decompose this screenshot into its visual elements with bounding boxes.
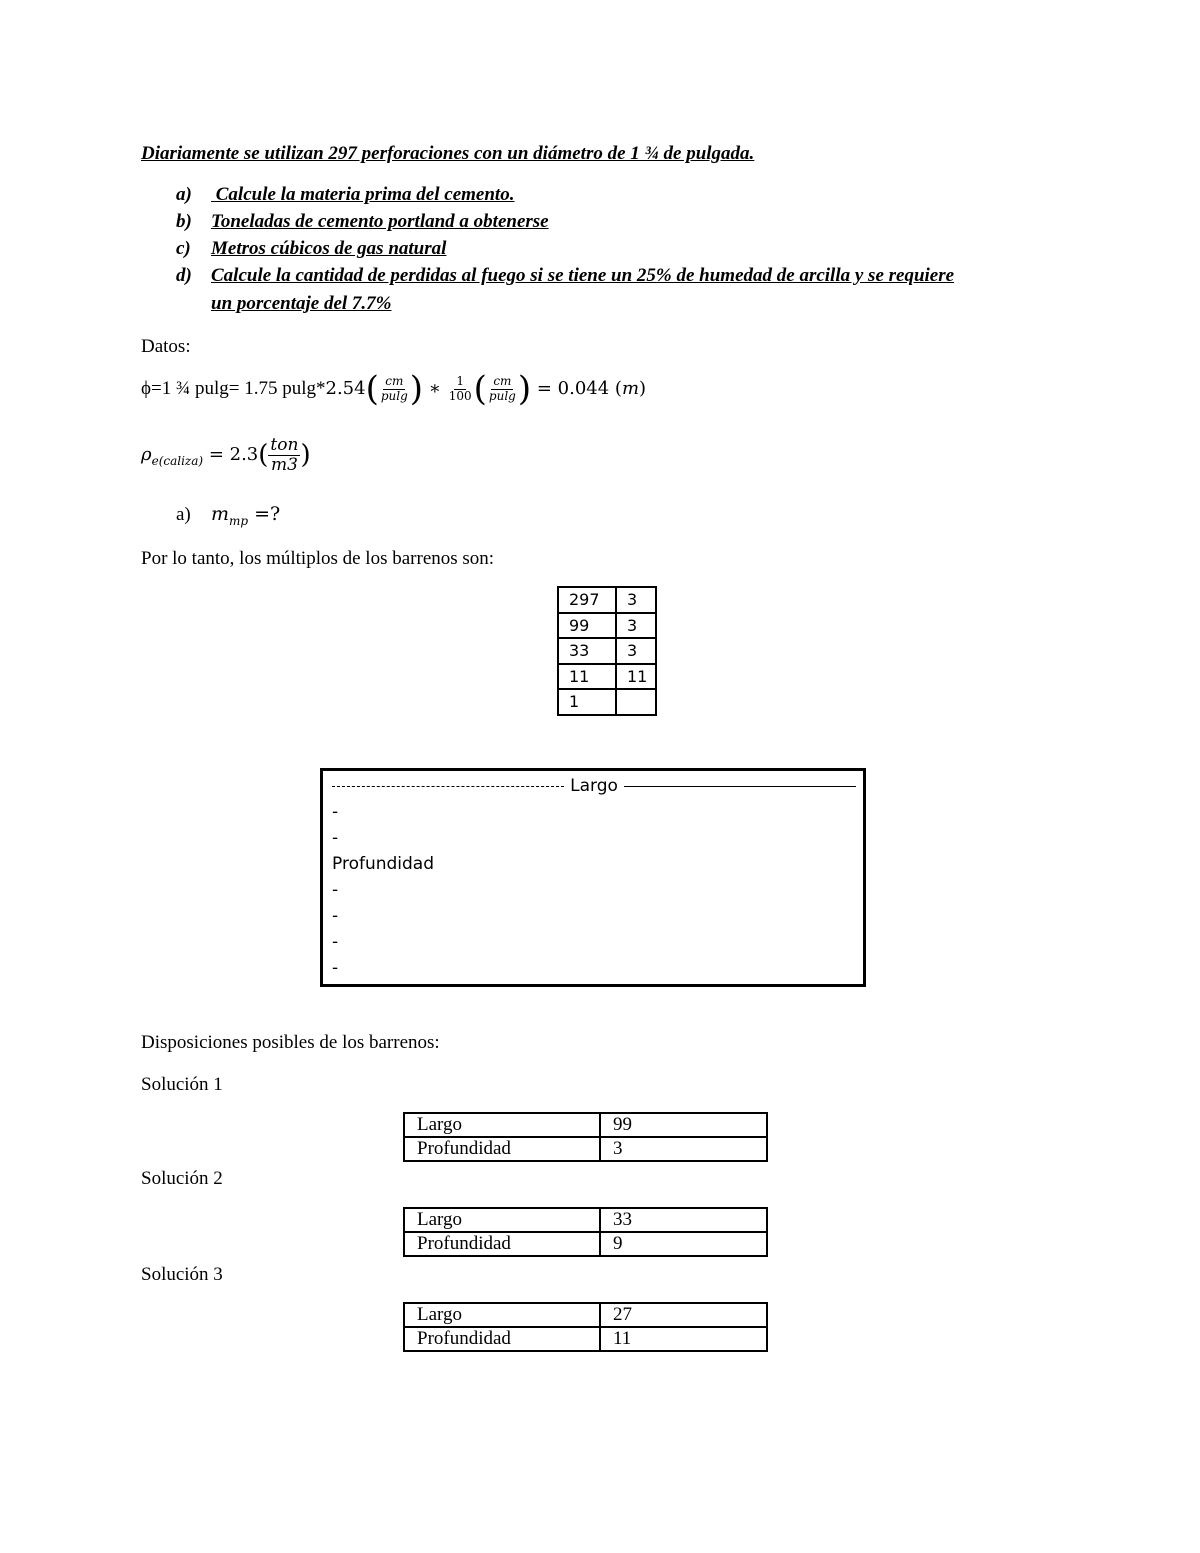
factor2-den: 100: [448, 388, 472, 403]
frac1-num: cm: [385, 374, 404, 389]
solution-2-title: Solución 2: [141, 1168, 223, 1189]
table-cell: Profundidad: [404, 1232, 600, 1256]
table-cell: 1: [558, 689, 616, 715]
divider: [332, 786, 564, 787]
task-label: a): [176, 184, 192, 205]
table-cell: 33: [600, 1208, 767, 1232]
table-row: [558, 638, 656, 664]
density-frac-den: m3: [270, 454, 298, 475]
task-label: b): [176, 211, 192, 232]
table-cell: 99: [600, 1113, 767, 1137]
diameter-result: = 0.044: [536, 378, 610, 399]
layout-top-label: Largo: [570, 776, 618, 796]
density-subscript: e(caliza): [151, 453, 204, 468]
table-cell: Profundidad: [404, 1137, 600, 1161]
task-item-d-continuation: un porcentaje del 7.7%: [211, 293, 392, 314]
density-eq: = 2.3: [208, 444, 259, 466]
solution-3-title: Solución 3: [141, 1264, 223, 1285]
density-equation: $\rho_{e(caliza)} = 2.3$( $\frac{\text{ton}}{m3}$ ): [141, 435, 311, 475]
table-cell: 3: [616, 638, 656, 664]
layout-dash: -: [332, 802, 339, 822]
table-row: [404, 1113, 767, 1137]
table-cell: 33: [558, 638, 616, 664]
factor-table: [557, 586, 657, 716]
layout-dash: -: [332, 958, 339, 978]
solution-1-table: [403, 1112, 768, 1162]
layout-dash: -: [332, 906, 339, 926]
density-frac-num: ton: [270, 435, 299, 455]
part-a-label: a): [176, 504, 191, 525]
table-cell: 11: [600, 1327, 767, 1351]
layout-side-label: Profundidad: [332, 854, 435, 874]
task-text: Metros cúbicos de gas natural: [211, 238, 447, 259]
frac1-den: pulg: [380, 388, 408, 403]
task-label: d): [176, 265, 192, 286]
multiples-text: Por lo tanto, los múltiplos de los barrenos son:: [141, 548, 495, 569]
table-cell: 297: [558, 587, 616, 613]
table-cell: 9: [600, 1232, 767, 1256]
table-row: [404, 1232, 767, 1256]
table-row: [404, 1137, 767, 1161]
table-cell: 11: [558, 664, 616, 690]
table-cell: Largo: [404, 1303, 600, 1327]
task-text: Toneladas de cemento portland a obtenerse: [211, 211, 549, 232]
frac2-den: pulg: [488, 388, 516, 403]
table-cell: 3: [600, 1137, 767, 1161]
task-label: c): [176, 238, 191, 259]
table-cell: 11: [616, 664, 656, 690]
part-a-equation: [176, 503, 280, 528]
table-cell: Largo: [404, 1208, 600, 1232]
table-cell: 27: [600, 1303, 767, 1327]
frac2-num: cm: [493, 374, 512, 389]
table-cell: [616, 689, 656, 715]
table-row: [404, 1208, 767, 1232]
table-cell: 99: [558, 613, 616, 639]
times-symbol: ∗: [428, 378, 442, 399]
table-cell: 3: [616, 613, 656, 639]
table-cell: Largo: [404, 1113, 600, 1137]
table-row: [558, 664, 656, 690]
table-row: [404, 1303, 767, 1327]
diameter-lhs: ϕ=1 ¾ pulg= 1.75 pulg*: [141, 378, 326, 399]
table-row: [404, 1327, 767, 1351]
table-row: [558, 587, 656, 613]
task-item-b: [176, 211, 549, 233]
layout-dash: -: [332, 932, 339, 952]
layout-dash: -: [332, 880, 339, 900]
task-item-c: [176, 238, 446, 260]
table-cell: 3: [616, 587, 656, 613]
factor2-num: 1: [456, 374, 465, 389]
table-row: [558, 689, 656, 715]
solution-2-table: [403, 1207, 768, 1257]
datos-label: Datos:: [141, 336, 191, 357]
layout-top-label-row: [332, 776, 856, 796]
density-symbol: ρ: [141, 444, 152, 466]
diameter-unit: m: [621, 378, 640, 399]
solution-3-table: [403, 1302, 768, 1352]
table-row: [558, 613, 656, 639]
task-item-d: [176, 265, 954, 287]
task-text: Calcule la cantidad de perdidas al fuego si se tiene un 25% de humedad de arcilla y se requiere: [211, 265, 955, 286]
part-a-var: m: [211, 503, 230, 525]
part-a-rhs: =?: [254, 503, 281, 525]
table-cell: Profundidad: [404, 1327, 600, 1351]
disposiciones-text: Disposiciones posibles de los barrenos:: [141, 1032, 440, 1053]
diameter-factor1: 2.54: [325, 378, 366, 399]
problem-heading: Diariamente se utilizan 297 perforaciones con un diámetro de 1 ¾ de pulgada.: [141, 143, 755, 164]
part-a-sub: mp: [229, 513, 249, 528]
task-item-a: [176, 184, 514, 206]
task-text: Calcule la materia prima del cemento.: [211, 184, 515, 205]
divider: [624, 786, 856, 787]
layout-dash: -: [332, 828, 339, 848]
drilling-layout-box: [320, 768, 866, 987]
diameter-equation: ϕ=1 ¾ pulg= 1.75 pulg*2.54( $\frac{cm}{pulg}$ ) ∗ $\frac{1}{100}$ ( $\frac{cm}{pulg}$ ) = 0.044 (m): [141, 369, 647, 409]
solution-1-title: Solución 1: [141, 1074, 223, 1095]
